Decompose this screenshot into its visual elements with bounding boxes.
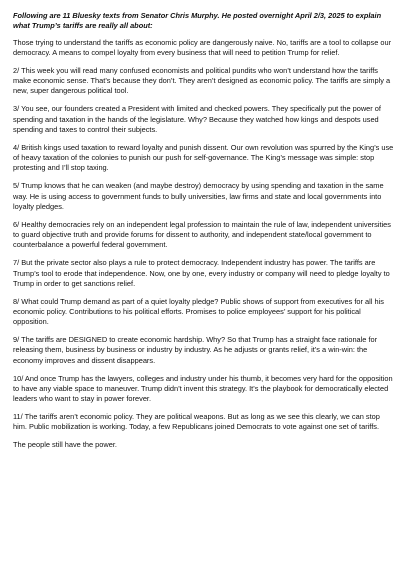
paragraph-4: 4/ British kings used taxation to reward loyalty and punish dissent. Our own revolution was spurred by the King’s use of heavy taxation of the colonies to punish our push for self-governance. The King’s message was simple: stop protesting and I’ll stop taxing. [13, 142, 394, 173]
paragraph-9: 9/ The tariffs are DESIGNED to create economic hardship. Why? So that Trump has a straight face rationale for releasing them, business by business or industry by industry. As he adjusts or grants relief, it’s a win-win: the economy improves and dissent disappears. [13, 335, 378, 365]
paragraph-11: 11/ The tariffs aren’t economic policy. They are political weapons. But as long as we see this clearly, we can stop him. Public mobilization is working. Today, a few Republicans joined Democrats to vote against one set of tariffs. [13, 412, 380, 432]
paragraph-8: 8/ What could Trump demand as part of a quiet loyalty pledge? Public shows of support from executives for all his economic policy. Contributions to his political efforts. Promises to police employees’ support for his political opposition. [13, 296, 384, 327]
paragraph-10: 10/ And once Trump has the lawyers, colleges and industry under his thumb, it becomes very hard for the opposition to have any viable space to maneuver. Trump didn’t invent this strategy. It’s the playbook for democratically elected leaders who want to stay in power forever. [13, 373, 393, 404]
paragraph-7: 7/ But the private sector also plays a rule to protect democracy. Independent industry has power. The tariffs are Trump’s tool to erode that independence. Now, one by one, every industry or company will need to pledge loyalty to Trump in order to get sanctions relief. [13, 258, 390, 288]
closing-line: The people still have the power. [13, 440, 117, 450]
paragraph-5: 5/ Trump knows that he can weaken (and maybe destroy) democracy by using spending and taxation in the same way. He is using access to government funds to bully universities, law firms and state and local governments into loyalty pledges. [13, 181, 384, 211]
paragraph-2: 2/ This week you will read many confused economists and political pundits who won’t understand how the tariffs make economic sense. That’s because they don’t. They aren’t designed as economic policy. The tariffs are simply a new, super dangerous political tool. [13, 65, 391, 96]
paragraph-6: 6/ Healthy democracies rely on an independent legal profession to maintain the rule of law, independent universities to guard objective truth and provide forums for dissent to authority, and independent state/local government to counterbalance a powerful federal government. [13, 219, 391, 250]
paragraph-3: 3/ You see, our founders created a President with limited and checked powers. They specifically put the power of spending and taxation in the hands of the legislature. Why? Because they watched how kings and despots used spending and taxes to control their subjects. [13, 104, 381, 134]
paragraph-1: Those trying to understand the tariffs as economic policy are dangerously naive. No, tariffs are a tool to collapse our democracy. A means to compel loyalty from every business that will need to petition Trump for relief. [13, 37, 392, 57]
intro-heading: Following are 11 Bluesky texts from Senator Chris Murphy. He posted overnight April 2/3, 2025 to explain what Trump’s tariffs are really all about: [13, 11, 382, 31]
